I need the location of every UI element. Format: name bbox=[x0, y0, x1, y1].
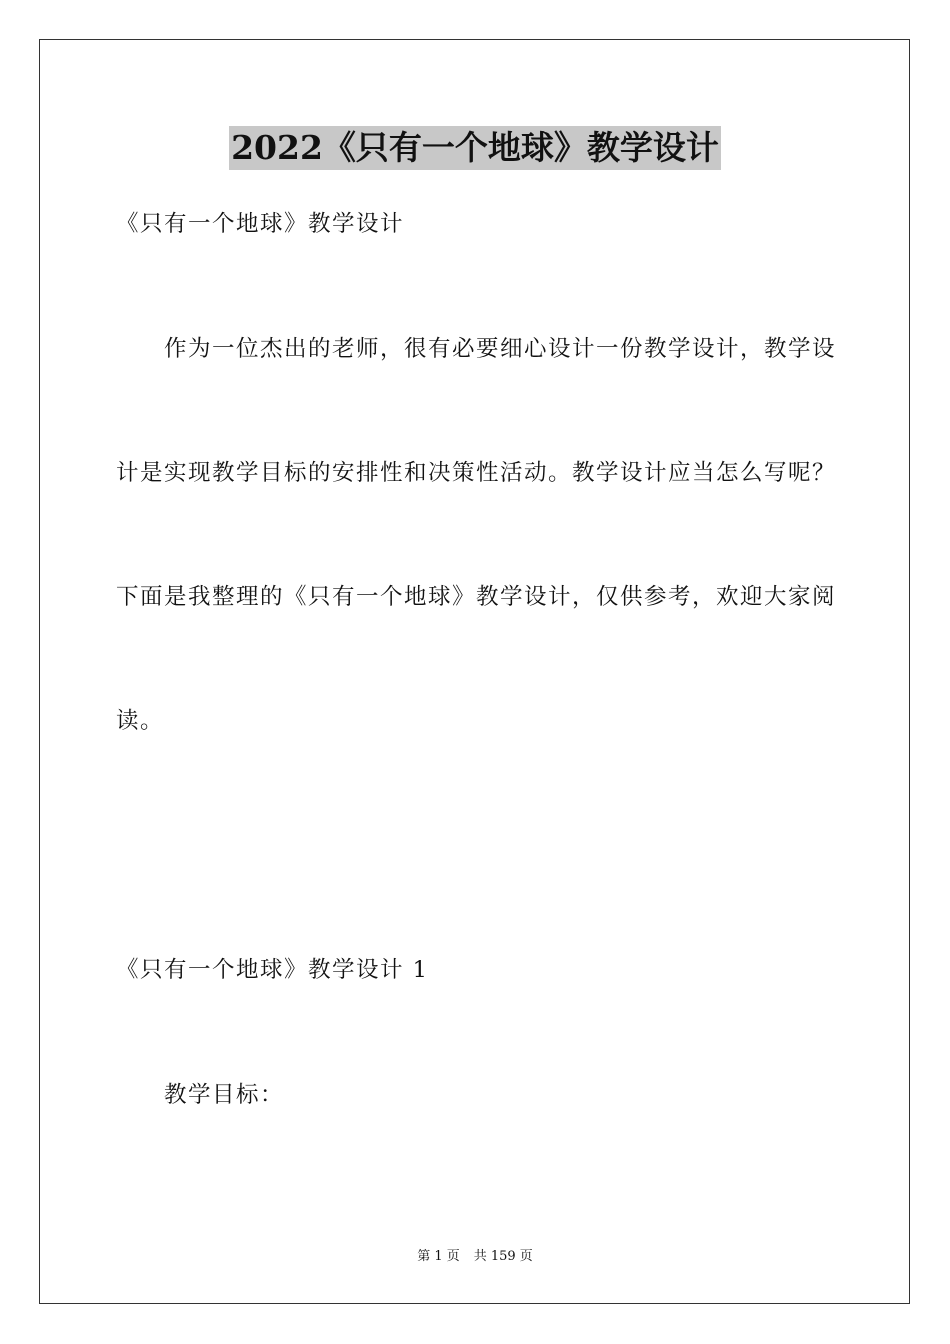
intro-line-2: 计是实现教学目标的安排性和决策性活动。教学设计应当怎么写呢？ bbox=[116, 460, 837, 486]
section-heading: 《只有一个地球》教学设计 1 bbox=[116, 957, 429, 983]
intro-line-1: 作为一位杰出的老师，很有必要细心设计一份教学设计，教学设 bbox=[164, 336, 837, 362]
page-footer bbox=[0, 1247, 950, 1267]
objectives-label: 教学目标： bbox=[164, 1082, 285, 1108]
document-title: 2022《只有一个地球》教学设计 bbox=[229, 126, 721, 170]
subtitle: 《只有一个地球》教学设计 bbox=[116, 211, 405, 237]
total-pages: 共 159 页 bbox=[473, 1249, 533, 1264]
intro-line-4: 读。 bbox=[116, 708, 165, 734]
intro-line-3: 下面是我整理的《只有一个地球》教学设计，仅供参考，欢迎大家阅 bbox=[116, 584, 837, 610]
title-container bbox=[0, 126, 950, 170]
page-number: 第 1 页 bbox=[417, 1249, 460, 1264]
